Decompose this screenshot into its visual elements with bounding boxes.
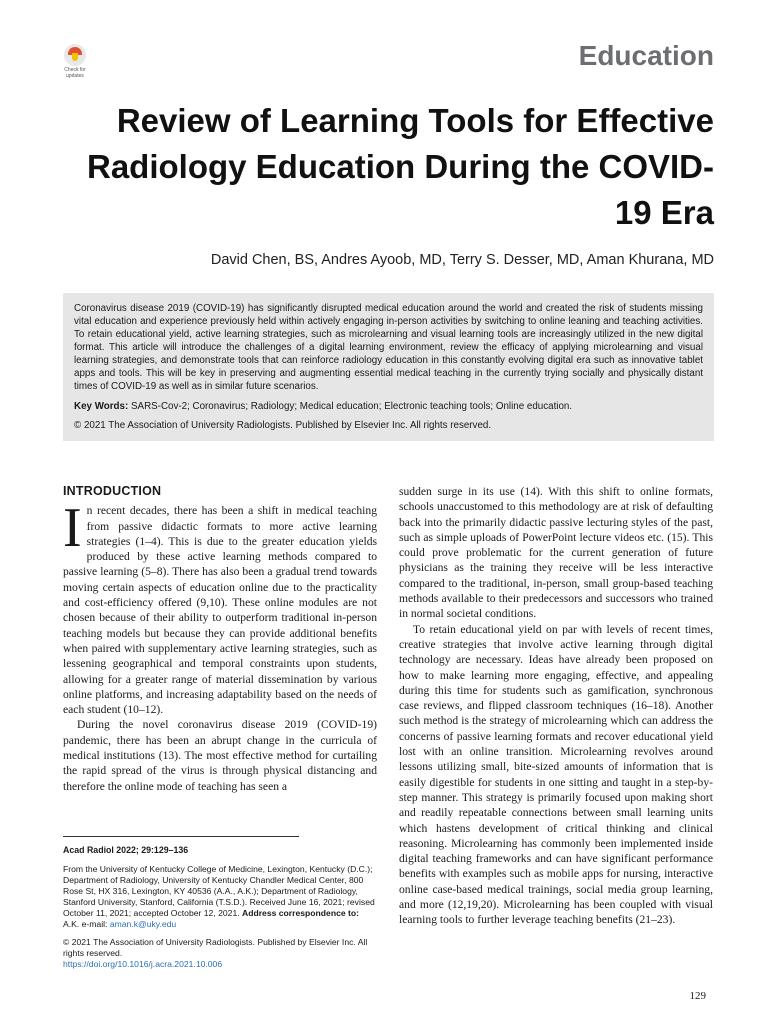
drop-cap: I — [63, 497, 82, 560]
paragraph-1-text: n recent decades, there has been a shift in medical teaching from passive didactic formats to more active learning strategies (1–4). This is due to the greater education yields produced by these active learning methods compared to passive learning (5–8). There has also been a gradual trend towards moving certain aspects of education online due to the practicality and cost-efficiency offered (9,10). These online modules are not chosen because of their ability to outperform traditional in-person teaching models but because they can provide additional benefits when paired with supplementary active learning strategies, such as lessening geographical and temporal constraints upon students, allowing for a greater range of material dissemination by various online platforms, and increasing adaptability based on the needs of each student (10–12). — [63, 504, 377, 717]
crossmark-icon — [64, 44, 86, 66]
correspondence-label: Address correspondence to: — [242, 908, 359, 918]
abstract-copyright: © 2021 The Association of University Radiologists. Published by Elsevier Inc. All rights reserved. — [74, 420, 492, 431]
footnote-rule — [63, 836, 299, 837]
footnote — [63, 836, 377, 970]
paragraph-4: To retain educational yield on par with levels of recent times, creative strategies that involve active learning through digital technology are necessary. Ideas have already been proposed on how to make learning more engaging, effective, and appealing during this time for students such as gamification, synchronous case reviews, and flipped classroom techniques (16–18). Another such method is the strategy of microlearning which can address the concerns of passive learning formats and recover educational yield lost with an online transition. Microlearning revolves around lessons utilizing small, bite-sized amounts of information that is easily digestible for students in one sitting and taught in a step-by-step manner. This strategy is primarily focused upon making short and readily repeatable connections between small learning units which hastens development of critical thinking and clinical reasoning. Microlearning has commonly been implemented inside digital teaching frameworks and can have significant performance benefits with examples such as mobile apps for nursing, interactive online case-based medical trainings, social media group learning, and more (12,19,20). Microlearning has been coupled with visual learning tools to further leverage teaching benefits (21–23). — [399, 622, 713, 927]
section-label: Education — [578, 40, 714, 71]
article-title: Review of Learning Tools for Effective Radiology Education During the COVID-19 Era — [87, 102, 714, 231]
paragraph-1 — [63, 497, 377, 717]
section-heading-introduction: INTRODUCTION — [63, 484, 162, 498]
footnote-copyright: © 2021 The Association of University Radiologists. Published by Elsevier Inc. All rights reserved. — [63, 937, 368, 958]
email-link[interactable]: aman.k@uky.edu — [109, 919, 177, 929]
keywords — [74, 400, 703, 413]
left-column — [63, 484, 377, 794]
right-column — [399, 484, 713, 928]
affiliations-text: From the University of Kentucky College of Medicine, Lexington, Kentucky (D.C.); Department of Radiology, University of Kentucky Chandler Medical Center, 800 Rose St, HX 316, Lexington, KY 40536 (A.A., A.K.); Department of Radiology, Stanford University, Stanford, California (T.S.D.). Received June 16, 2021; revised October 11, 2021; accepted October 12, 2021. — [63, 864, 375, 918]
keywords-label: Key Words: — [74, 401, 129, 412]
correspondence-text: A.K. e-mail: — [63, 919, 108, 929]
page-number: 129 — [689, 990, 706, 1002]
badge-label: Check for updates — [64, 67, 86, 79]
journal-citation: Acad Radiol 2022; 29:129–136 — [63, 845, 189, 855]
check-for-updates-badge[interactable] — [63, 44, 87, 79]
paragraph-2: During the novel coronavirus disease 2019 (COVID-19) pandemic, there has been an abrupt change in the curricula of medical institutions (13). The most effective method for curtailing the rapid spread of the virus is through physical distancing and therefore the online mode of teaching has seen a — [63, 718, 377, 793]
abstract-text: Coronavirus disease 2019 (COVID-19) has significantly disrupted medical education around the world and created the risk of students missing vital education and experience previously held within actively engaging in-person activities by switching to online leaning and teaching activities. To retain educational yield, active learning strategies, such as microlearning and visual learning tools are increasingly utilized in the new digital format. This article will introduce the challenges of a digital learning environment, review the efficacy of applying microlearning and visual learning strategies, and demonstrate tools that can reinforce radiology education in this constantly evolving digital era such as innovative tablet apps and tools. This will be key in preserving and augmenting essential medical teaching in the currently trying socially and physically distant times of COVID-19 as well as in similar future scenarios. — [74, 303, 703, 392]
affiliations — [63, 864, 377, 930]
keywords-list: SARS-Cov-2; Coronavirus; Radiology; Medical education; Electronic teaching tools; Online education. — [131, 401, 573, 412]
paragraph-3: sudden surge in its use (14). With this shift to online formats, schools unaccustomed to this methodology are at risk of defaulting back into the primarily didactic passive lecturing styles of the past, such as simple uploads of PowerPoint lecture videos etc. (15). This could prove problematic for the current generation of future physicians as the training they receive will be less interactive compared to the traditional, in-person, small group-based teaching methods available to their predecessors and successors who trained in normal societal conditions. — [399, 485, 713, 621]
abstract-box — [63, 293, 714, 441]
author-list: David Chen, BS, Andres Ayoob, MD, Terry S. Desser, MD, Aman Khurana, MD — [210, 252, 714, 268]
doi-link[interactable]: https://doi.org/10.1016/j.acra.2021.10.006 — [63, 959, 223, 969]
